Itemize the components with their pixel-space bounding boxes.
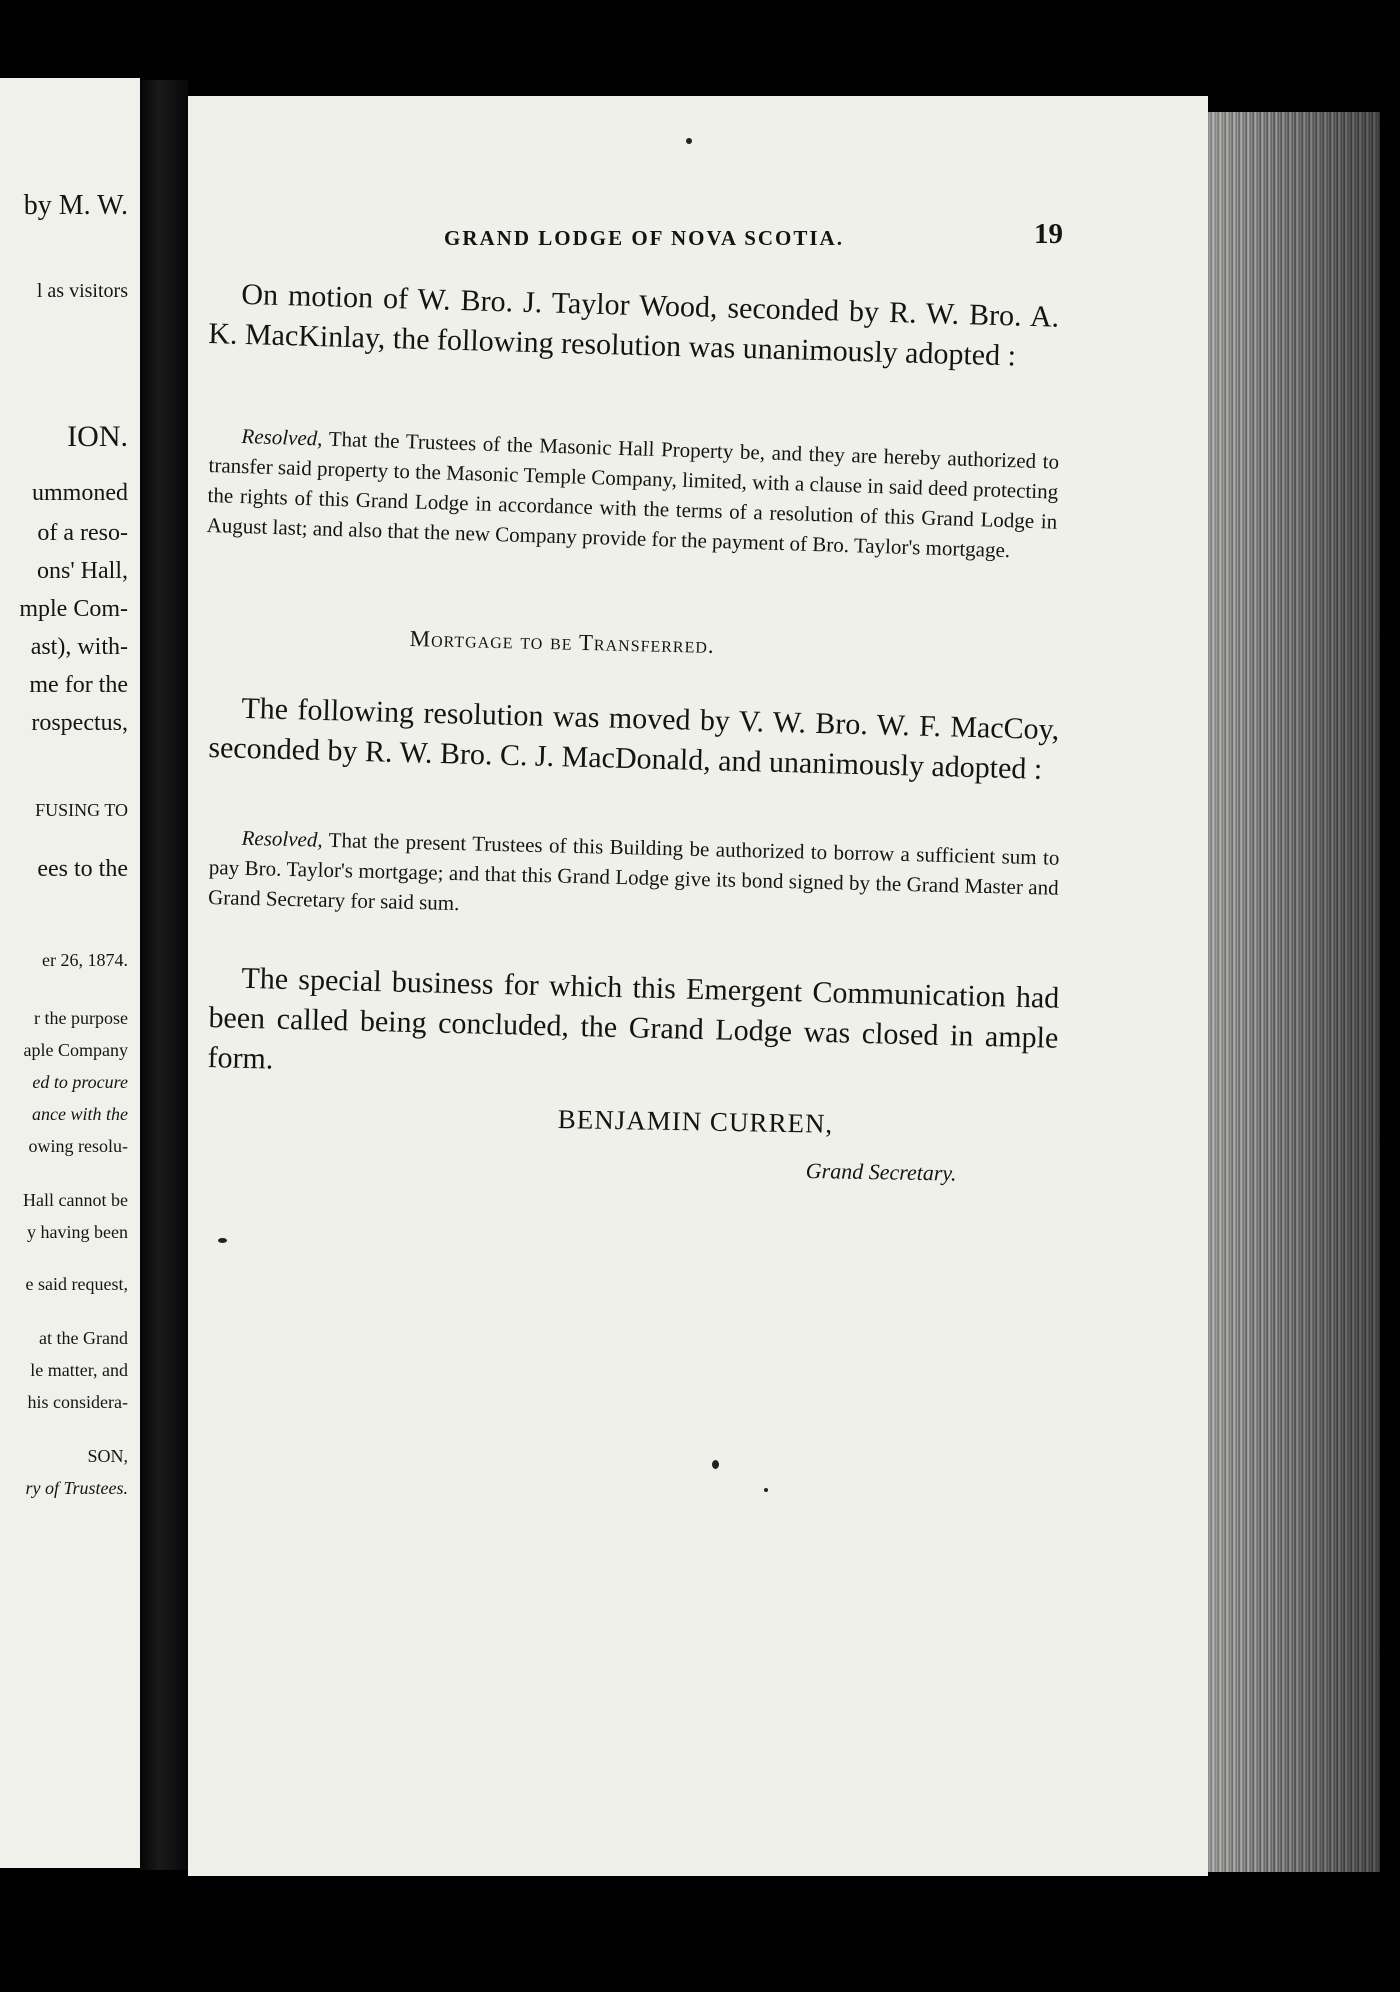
signature-title: Grand Secretary. (805, 1158, 957, 1186)
left-page-fragment (0, 78, 140, 1868)
left-page-line: me for the (29, 672, 128, 698)
resolution-borrow (208, 822, 1060, 933)
signature-name: BENJAMIN CURREN, (557, 1104, 834, 1139)
left-page-line: e said request, (25, 1274, 128, 1294)
left-page-line: by M. W. (23, 190, 128, 221)
paragraph-motion: On motion of W. Bro. J. Taylor Wood, seconded by R. W. Bro. A. K. MacKinlay, the following resolution was unanimously adopted : (207, 277, 1060, 373)
left-page-line: FUSING TO (35, 800, 128, 820)
resolution-trustees (206, 420, 1059, 567)
left-page-line: le matter, and (30, 1360, 128, 1380)
left-page-line: ummoned (32, 480, 128, 506)
left-page-line: ons' Hall, (37, 558, 128, 584)
ink-speck (218, 1238, 227, 1243)
left-page-line: ance with the (32, 1104, 128, 1124)
resolution-lead: Resolved, (241, 825, 323, 852)
left-page-line: r the purpose (34, 1008, 128, 1028)
left-page-line: y having been (27, 1222, 128, 1242)
left-page-line: at the Grand (39, 1328, 128, 1348)
resolution-text: That the Trustees of the Masonic Hall Property be, and they are hereby authorized to transfer said property to the Masonic Temple Company, limited, with a clause in said deed protecting the rights of this Grand Lodge in accordance with the terms of a resolution of this Grand Lodge in August last; and also that the new Company provide for the payment of Bro. Taylor's mortgage. (206, 426, 1060, 563)
left-page-line: ed to procure (32, 1072, 128, 1092)
left-page-line: his considera- (27, 1392, 128, 1412)
page-content (188, 96, 1208, 1876)
left-page-line: SON, (87, 1446, 128, 1466)
page-number: 19 (1034, 218, 1063, 250)
resolution-lead: Resolved, (241, 424, 323, 451)
running-head: GRAND LODGE OF NOVA SCOTIA. (444, 226, 844, 250)
ink-speck (712, 1460, 719, 1469)
resolution-text: That the present Trustees of this Building be authorized to borrow a sufficient sum to pay Bro. Taylor's mortgage; and that this Grand Lodge give its bond signed by the Grand Master and Grand Secretary for said sum. (207, 827, 1060, 916)
left-page-line: er 26, 1874. (42, 950, 128, 970)
left-page-line: l as visitors (36, 280, 128, 302)
left-page-line: ION. (67, 420, 128, 453)
paragraph-mortgage-motion: The following resolution was moved by V. W. Bro. W. F. MacCoy, seconded by R. W. Bro. C. J. MacDonald, and unanimously adopted : (208, 691, 1060, 786)
left-page-line: mple Com- (19, 596, 128, 622)
ink-speck (686, 138, 692, 144)
left-page-line: rospectus, (31, 710, 128, 736)
page (188, 96, 1208, 1876)
section-heading: Mortgage to be Transferred. (409, 626, 715, 658)
paragraph-closing: The special business for which this Emergent Communication had been called being concluded, the Grand Lodge was closed in ample form. (207, 961, 1060, 1076)
page-edges-shading (1208, 112, 1380, 1872)
left-page-line: ry of Trustees. (25, 1478, 128, 1498)
left-page-line: ees to the (37, 856, 128, 882)
left-page-line: Hall cannot be (23, 1190, 128, 1210)
left-page-line: aple Company (23, 1040, 128, 1060)
left-page-line: owing resolu- (28, 1136, 128, 1156)
left-page-line: ast), with- (30, 634, 128, 660)
left-page-line: of a reso- (37, 520, 128, 546)
ink-speck (764, 1488, 768, 1492)
book-gutter (140, 80, 188, 1870)
